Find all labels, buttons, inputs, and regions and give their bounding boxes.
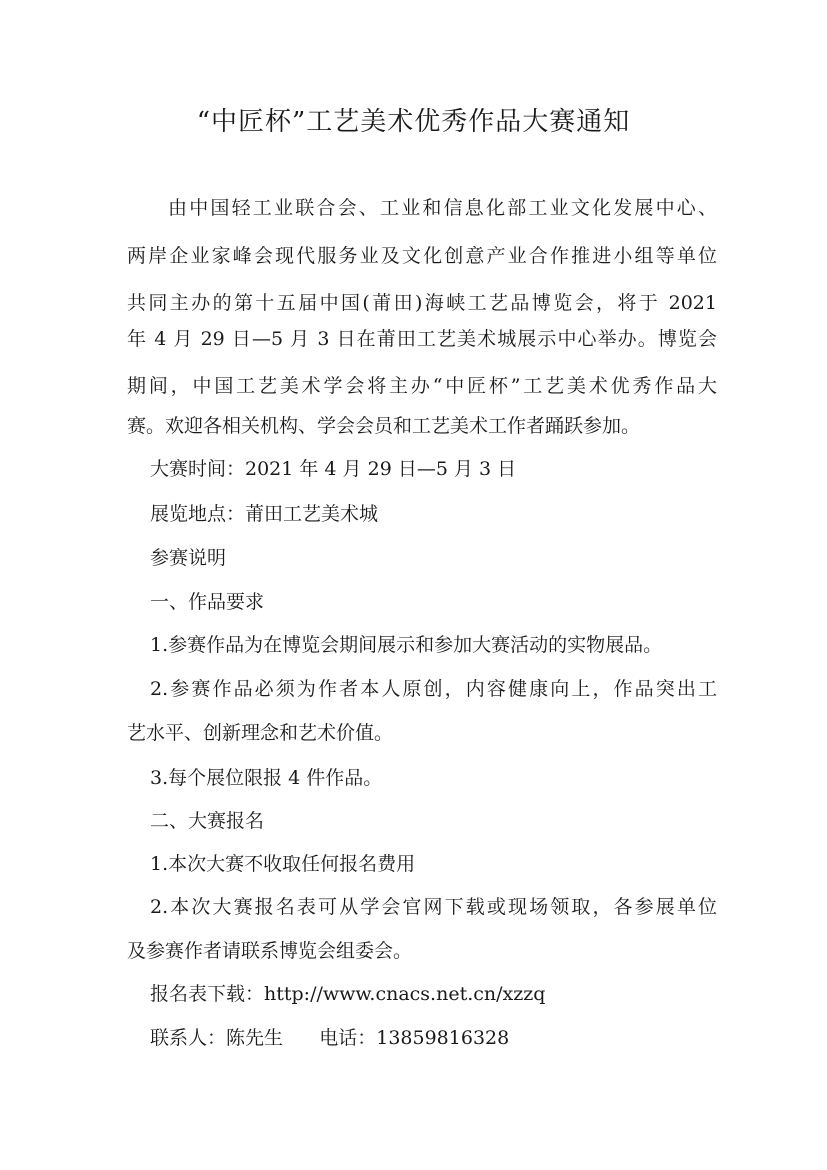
download-link: 报名表下载：http://www.cnacs.net.cn/xzzq	[150, 983, 546, 1005]
intro-line-2: 两岸企业家峰会现代服务业及文化创意产业合作推进小组等单位	[127, 245, 717, 267]
section1-heading: 一、作品要求	[150, 591, 265, 613]
section2-item-2-line-1: 2.本次大赛报名表可从学会官网下载或现场领取，各参展单位	[150, 896, 717, 918]
document-title: “中匠杯”工艺美术优秀作品大赛通知	[196, 107, 631, 137]
intro-line-1: 由中国轻工业联合会、工业和信息化部工业文化发展中心、	[168, 197, 717, 219]
section2-heading: 二、大赛报名	[150, 810, 265, 832]
contact-info: 联系人：陈先生 电话：13859816328	[150, 1027, 510, 1049]
intro-line-6: 赛。欢迎各相关机构、学会会员和工艺美术工作者踊跃参加。	[127, 415, 641, 437]
section1-item-1: 1.参赛作品为在博览会期间展示和参加大赛活动的实物展品。	[150, 634, 663, 656]
section1-item-3: 3.每个展位限报 4 件作品。	[150, 767, 383, 789]
section1-item-2-line-2: 艺水平、创新理念和艺术价值。	[127, 722, 394, 744]
section2-item-1: 1.本次大赛不收取任何报名费用	[150, 853, 416, 875]
intro-line-4: 年 4 月 29 日—5 月 3 日在莆田工艺美术城展示中心举办。博览会	[127, 328, 717, 350]
section2-item-2-line-2: 及参赛作者请联系博览会组委会。	[127, 940, 413, 962]
exhibition-venue: 展览地点：莆田工艺美术城	[150, 503, 379, 525]
section1-item-2-line-1: 2.参赛作品必须为作者本人原创，内容健康向上，作品突出工	[150, 678, 717, 700]
competition-time: 大赛时间：2021 年 4 月 29 日—5 月 3 日	[150, 458, 517, 480]
intro-line-3: 共同主办的第十五届中国(莆田)海峡工艺品博览会，将于 2021	[127, 292, 717, 314]
intro-line-5: 期间，中国工艺美术学会将主办“中匠杯”工艺美术优秀作品大	[127, 375, 717, 397]
notes-heading: 参赛说明	[150, 547, 227, 569]
